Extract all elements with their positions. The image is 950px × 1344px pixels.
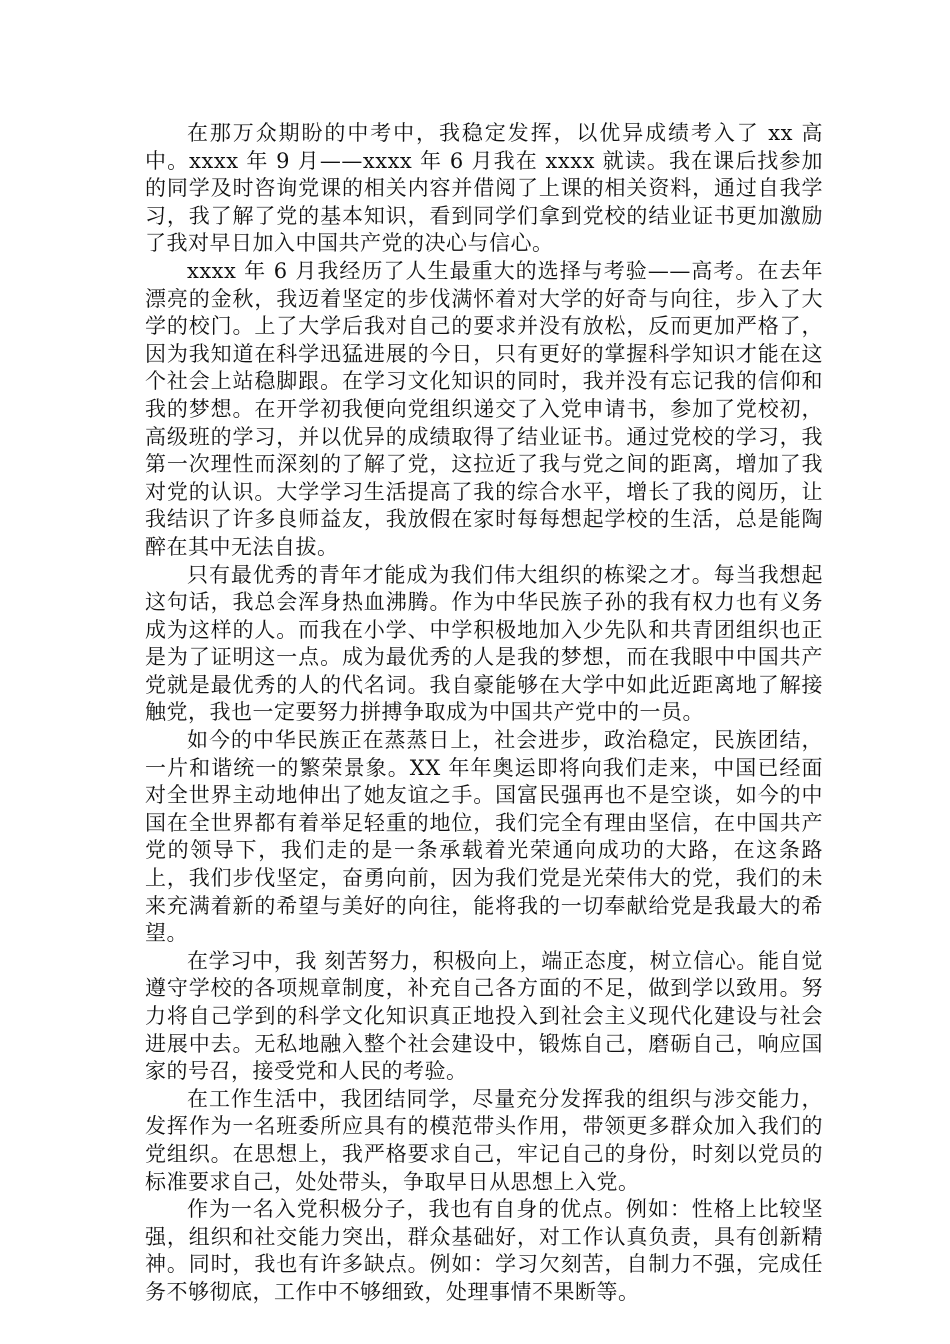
paragraph: 只有最优秀的青年才能成为我们伟大组织的栋梁之才。每当我想起这句话，我总会浑身热血沸腾。作为中华民族子孙的我有权力也有义务成为这样的人。而我在小学、中学积极地加入少先队和共青团组织也正是为了证明这一点。成为最优秀的人是我的梦想，而在我眼中中国共产党就是最优秀的人的代名词。我自豪能够在大学中如此近距离地了解接触党，我也一定要努力拼搏争取成为中国共产党中的一员。 — [145, 562, 823, 725]
paragraph: xxxx 年 6 月我经历了人生最重大的选择与考验——高考。在去年漂亮的金秋，我迈着坚定的步伐满怀着对大学的好奇与向往，步入了大学的校门。上了大学后我对自己的要求并没有放松，反而更加严格了，因为我知道在科学迅猛进展的今日，只有更好的掌握科学知识才能在这个社会上站稳脚跟。在学习文化知识的同时，我并没有忘记我的信仰和我的梦想。在开学初我便向党组织递交了入党申请书，参加了党校初，高级班的学习，并以优异的成绩取得了结业证书。通过党校的学习，我第一次理性而深刻的了解了党，这拉近了我与党之间的距离，增加了我对党的认识。大学学习生活提高了我的综合水平，增长了我的阅历，让我结识了许多良师益友，我放假在家时每每想起学校的生活，总是能陶醉在其中无法自拔。 — [145, 258, 823, 559]
paragraph: 在工作生活中，我团结同学，尽量充分发挥我的组织与涉交能力，发挥作为一名班委所应具有的模范带头作用，带领更多群众加入我们的党组织。在思想上，我严格要求自己，牢记自己的身份，时刻以党员的标准要求自己，处处带头，争取早日从思想上入党。 — [145, 1086, 823, 1194]
paragraph: 在学习中，我 刻苦努力，积极向上，端正态度，树立信心。能自觉遵守学校的各项规章制度，补充自己各方面的不足，做到学以致用。努力将自己学到的科学文化知识真正地投入到社会主义现代化建设与社会进展中去。无私地融入整个社会建设中，锻炼自己，磨砺自己，响应国家的号召，接受党和人民的考验。 — [145, 948, 823, 1084]
document-body — [145, 120, 823, 1307]
paragraph: 在那万众期盼的中考中，我稳定发挥，以优异成绩考入了 xx 高中。xxxx 年 9 月——xxxx 年 6 月我在 xxxx 就读。我在课后找参加的同学及时咨询党课的相关内容并借阅了上课的相关资料，通过自我学习，我了解了党的基本知识，看到同学们拿到党校的结业证书更加激励了我对早日加入中国共产党的决心与信心。 — [145, 121, 823, 256]
paragraph: 作为一名入党积极分子，我也有自身的优点。例如：性格上比较坚强，组织和社交能力突出，群众基础好，对工作认真负责，具有创新精神。同时，我也有许多缺点。例如：学习欠刻苦，自制力不强，完成任务不够彻底，工作中不够细致，处理事情不果断等。 — [145, 1197, 823, 1304]
paragraph: 如今的中华民族正在蒸蒸日上，社会进步，政治稳定，民族团结，一片和谐统一的繁荣景象。XX 年年奥运即将向我们走来，中国已经面对全世界主动地伸出了她友谊之手。国富民强再也不是空谈，如今的中国在全世界都有着举足轻重的地位，我们完全有理由坚信，在中国共产党的领导下，我们走的是一条承载着光荣通向成功的大路，在这条路上，我们步伐坚定，奋勇向前，因为我们党是光荣伟大的党，我们的未来充满着新的希望与美好的向往，能将我的一切奉献给党是我最大的希望。 — [145, 728, 823, 946]
